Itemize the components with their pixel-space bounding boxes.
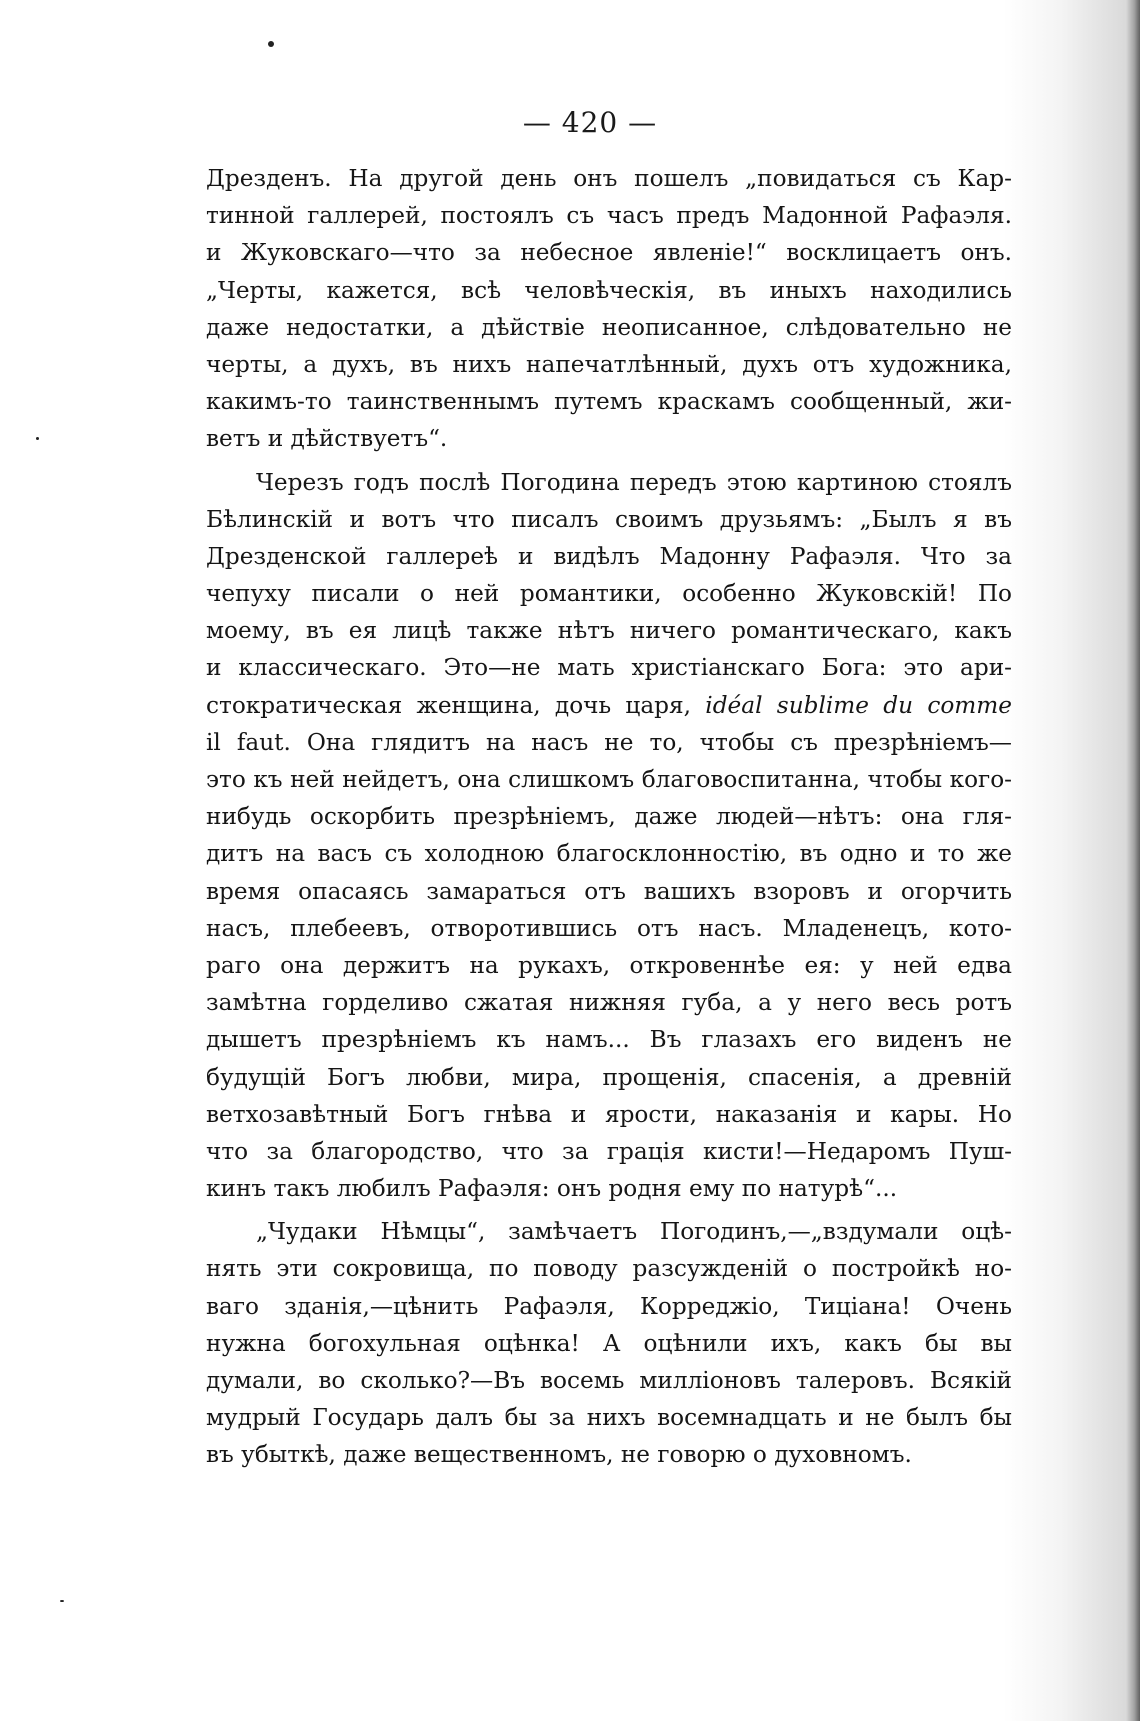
text-line: нибудь оскорбить презрѣніемъ, даже людей—нѣтъ: она гля- [206,803,1012,831]
text-line: будущій Богъ любви, мира, прощенія, спасенія, а древній [206,1063,1012,1091]
text-line: дитъ на васъ съ холодною благосклонностію, въ одно и то же [206,840,1012,868]
text-line: что за благородство, что за грація кисти!—Недаромъ Пуш- [206,1137,1012,1165]
text-line: это къ ней нейдетъ, она слишкомъ благовоспитанна, чтобы кого- [206,766,1012,793]
text-line: насъ, плебеевъ, отворотившись отъ насъ. Младенецъ, кото- [206,914,1012,942]
text-line-mixed [206,687,1012,724]
text-line: нужна богохульная оцѣнка! А оцѣнили ихъ, какъ бы вы [206,1329,1012,1357]
text-line: тинной галлерей, постоялъ съ часъ предъ Мадонной Рафаэля. [206,202,1012,230]
text-line: Черезъ годъ послѣ Погодина передъ этою картиною стоялъ [256,468,1012,496]
text-line: Дрезденской галлереѣ и видѣлъ Мадонну Рафаэля. Что за [206,542,1012,570]
text-line: Дрезденъ. На другой день онъ пошелъ „повидаться съ Кар- [206,165,1012,192]
text-line: ветъ и дѣйствуетъ“. [206,425,448,453]
body-text [206,160,1012,1474]
text-line: дышетъ презрѣніемъ къ намъ... Въ глазахъ его виденъ не [206,1026,1012,1054]
text-line: „Чудаки Нѣмцы“, замѣчаетъ Погодинъ,—„вздумали оцѣ- [256,1218,1012,1246]
text-line: ваго зданія,—цѣнить Рафаэля, Корреджіо, Тиціана! Очень [206,1292,1012,1320]
text-line: нять эти сокровища, по поводу разсужденій о постройкѣ но- [206,1255,1012,1283]
text-line: il faut. Она глядитъ на насъ не то, чтобы съ презрѣніемъ— [206,728,1012,756]
text-line: Бѣлинскій и вотъ что писалъ своимъ друзьямъ: „Былъ я въ [206,505,1012,533]
text-line: черты, а духъ, въ нихъ напечатлѣнный, духъ отъ художника, [206,350,1012,378]
text-line: кинъ такъ любилъ Рафаэля: онъ родня ему по натурѣ“... [206,1175,898,1203]
text-line: замѣтна горделиво сжатая нижняя губа, а у него весь ротъ [206,989,1012,1017]
text-line: ветхозавѣтный Богъ гнѣва и ярости, наказанія и кары. Но [206,1100,1012,1128]
text-line: въ убыткѣ, даже вещественномъ, не говорю о духовномъ. [206,1441,912,1469]
text-line: даже недостатки, а дѣйствіе неописанное, слѣдовательно не [206,313,1012,341]
text-line: раго она держитъ на рукахъ, откровеннѣе ея: у ней едва [206,951,1012,979]
text-line: „Черты, кажется, всѣ человѣческія, въ иныхъ находились [206,276,1012,304]
ink-speck [36,437,39,440]
text-line: и Жуковскаго—что за небесное явленіе!“ восклицаетъ онъ. [206,239,1012,267]
text-line: мудрый Государь далъ бы за нихъ восемнадцать и не былъ бы [206,1404,1012,1432]
text-line: и классическаго. Это—не мать христіанскаго Бога: это ари- [206,654,1012,682]
text-line: чепуху писали о ней романтики, особенно Жуковскій! По [206,580,1012,608]
text-segment: стократическая женщина, дочь царя, [206,691,691,719]
text-line: какимъ-то таинственнымъ путемъ краскамъ сообщенный, жи- [206,388,1012,416]
page-number: — 420 — [522,106,658,139]
ink-speck [268,41,274,47]
text-line: моему, въ ея лицѣ также нѣтъ ничего романтическаго, какъ [206,617,1012,645]
ink-speck [60,1600,64,1602]
italic-phrase: idéal sublime du comme [705,691,1012,719]
page-edge-shadow [1126,0,1140,1721]
text-line: думали, во сколько?—Въ восемь милліоновъ талеровъ. Всякій [206,1367,1012,1394]
text-line: время опасаясь замараться отъ вашихъ взоровъ и огорчить [206,877,1012,905]
